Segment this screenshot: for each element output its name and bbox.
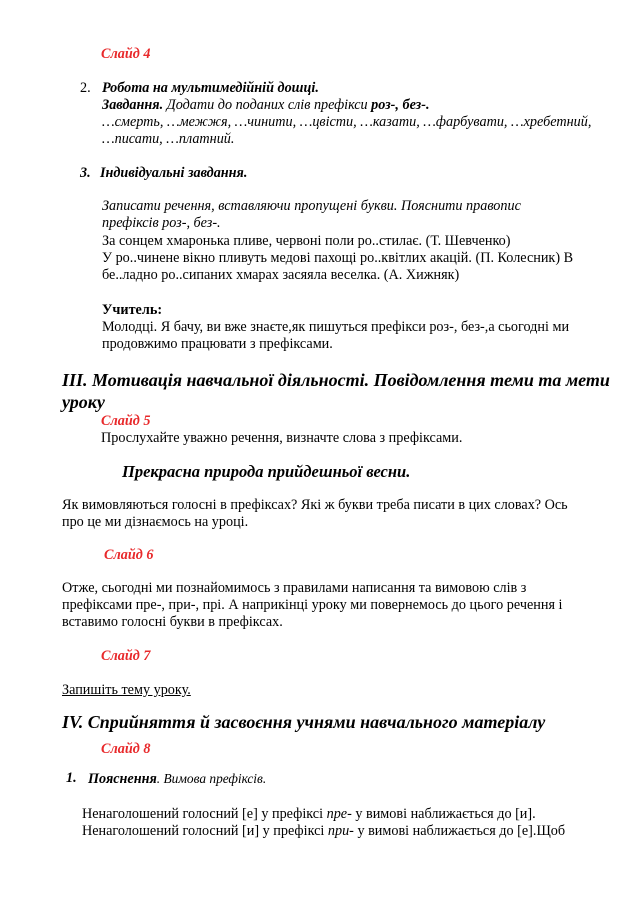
teacher-label: Учитель:: [102, 302, 163, 318]
list-number-2: 2.: [80, 80, 91, 96]
explanation-label: Пояснення: [88, 771, 157, 787]
explanation-line-1: Ненаголошений голосний [е] у префіксі пре- у вимові наближається до [и].: [82, 806, 536, 822]
sentence-3: бе..ладно ро..сипаних хмарах засяяла веселка. (А. Хижняк): [102, 267, 460, 283]
instruction-line-2: префіксів роз-, без-.: [102, 215, 221, 231]
instruction-line-1: Записати речення, вставляючи пропущені букви. Пояснити правопис: [102, 198, 521, 214]
item-2-title: Робота на мультимедійній дошці.: [102, 80, 319, 96]
section-3-heading-line-1: ІІІ. Мотивація навчальної діяльності. Повідомлення теми та мети: [62, 370, 610, 390]
prefix-pry: при-: [327, 823, 354, 839]
explanation-line-2: Ненаголошений голосний [и] у префіксі при- у вимові наближається до [е].Щоб: [82, 823, 566, 839]
word-list-line-1: …смерть, …межжя, …чинити, …цвісти, …казати, …фарбувати, …хребетний,: [102, 114, 592, 130]
section-3-heading-line-2: уроку: [62, 392, 105, 412]
slide-7-label: Слайд 7: [101, 648, 151, 664]
question-line-2: про це ми дізнаємось на уроці.: [62, 514, 249, 530]
list-number-3: 3.: [80, 165, 91, 181]
teacher-line-2: продовжимо працювати з префіксами.: [102, 336, 333, 352]
question-line-1: Як вимовляються голосні в префіксах? Які ж букви треба писати в цих словах? Ось: [62, 497, 568, 513]
prefix-pre: пре-: [326, 806, 352, 822]
lesson-topic-instruction: Запишіть тему уроку.: [62, 682, 191, 698]
task-label: Завдання.: [102, 97, 164, 113]
slide-6-label: Слайд 6: [104, 547, 154, 563]
paragraph-line-1: Отже, сьогодні ми познайомимось з правилами написання та вимовою слів з: [62, 580, 527, 596]
slide-8-label: Слайд 8: [101, 741, 151, 757]
explanation-subtitle: . Вимова префіксів.: [156, 771, 267, 786]
sentence-1: За сонцем хмаронька пливе, червоні поли ро..стилає. (Т. Шевченко): [102, 233, 511, 249]
paragraph-line-3: вставимо голосні букви в префіксах.: [62, 614, 283, 630]
item-2-task: [102, 97, 430, 114]
word-list-line-2: …писати, …платний.: [102, 131, 235, 147]
slide-5-label: Слайд 5: [101, 413, 151, 429]
slide-5-text: Прослухайте уважно речення, визначте слова з префіксами.: [101, 430, 463, 446]
task-text: Додати до поданих слів префікси: [163, 97, 372, 113]
teacher-line-1: Молодці. Я бачу, ви вже знаєте,як пишуться префікси роз-, без-,а сьогодні ми: [102, 319, 570, 335]
list-number-1: 1.: [66, 770, 77, 786]
sentence-2: У ро..чинене вікно пливуть медові пахощі ро..квітлих акацій. (П. Колесник) В: [102, 250, 574, 266]
item-1-heading: [88, 770, 266, 788]
item-3-title: Індивідуальні завдання.: [100, 165, 248, 181]
slide-4-label: Слайд 4: [101, 46, 151, 62]
example-phrase: Прекрасна природа прийдешньої весни.: [122, 462, 411, 481]
task-prefixes: роз-, без-.: [371, 97, 430, 113]
paragraph-line-2: префіксами пре-, при-, прі. А наприкінці уроку ми повернемось до цього речення і: [62, 597, 563, 613]
section-4-heading: IV. Сприйняття й засвоєння учнями навчального матеріалу: [62, 712, 546, 732]
